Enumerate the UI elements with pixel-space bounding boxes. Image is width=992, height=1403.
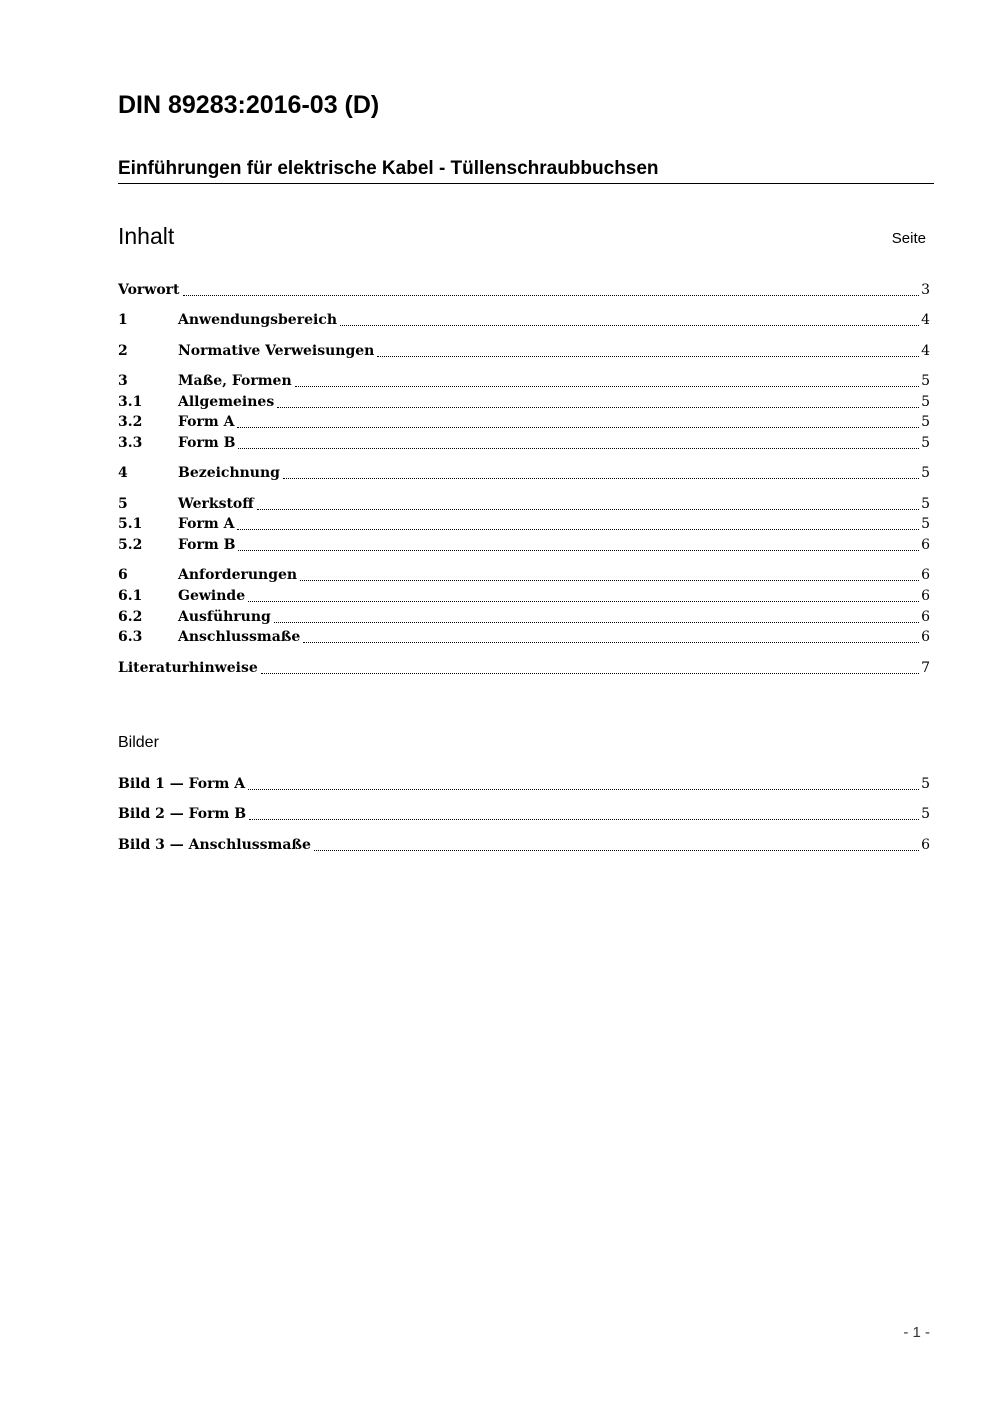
page-number: - 1 - (903, 1324, 930, 1341)
leader-dots (295, 385, 919, 387)
toc-entry-title: Form B (178, 435, 236, 451)
leader-dots (183, 294, 920, 296)
toc-entry-title: Form A (178, 414, 235, 430)
toc-entry-number: 2 (118, 343, 128, 359)
figure-entry-page: 6 (921, 837, 930, 853)
toc-entry-1[interactable] (118, 310, 930, 330)
toc-entry-page: 5 (921, 414, 930, 430)
figure-entry-title: Bild 2 — Form B (118, 806, 247, 822)
toc-entry-title: Maße, Formen (178, 373, 292, 389)
toc-entry-number: 3.1 (118, 394, 143, 410)
toc-entry-page: 3 (921, 282, 930, 298)
toc-entry-title: Allgemeines (178, 394, 275, 410)
toc-entry-6-3[interactable] (118, 627, 930, 647)
toc-entry-page: 6 (921, 609, 930, 625)
toc-entry-number: 6 (118, 567, 128, 583)
toc-entry-5-1[interactable] (118, 514, 930, 534)
leader-dots (277, 406, 919, 408)
toc-entry-page: 4 (921, 312, 930, 328)
toc-entry-page: 6 (921, 537, 930, 553)
figure-entry-title: Bild 1 — Form A (118, 776, 246, 792)
leader-dots (300, 579, 919, 581)
toc-entry-title: Ausführung (178, 609, 271, 625)
toc-entry-title: Anforderungen (178, 567, 298, 583)
leader-dots (237, 528, 919, 530)
figure-entry-page: 5 (921, 806, 930, 822)
toc-entry-page: 5 (921, 465, 930, 481)
toc-entry-number: 4 (118, 465, 128, 481)
toc-entry-number: 3.3 (118, 435, 143, 451)
toc-entry-vorwort[interactable] (118, 280, 930, 300)
toc-entry-number: 6.2 (118, 609, 143, 625)
toc-entry-3-2[interactable] (118, 412, 930, 432)
toc-entry-page: 5 (921, 516, 930, 532)
leader-dots (274, 621, 919, 623)
toc-entry-title: Normative Verweisungen (178, 343, 375, 359)
toc-entry-title: Bezeichnung (178, 465, 280, 481)
toc-entry-page: 7 (921, 660, 930, 676)
leader-dots (237, 426, 919, 428)
toc-entry-3-3[interactable] (118, 433, 930, 453)
toc-entry-6[interactable] (118, 565, 930, 585)
toc-entry-number: 5.2 (118, 537, 143, 553)
toc-entry-page: 4 (921, 343, 930, 359)
toc-entry-6-1[interactable] (118, 586, 930, 606)
toc-entry-4[interactable] (118, 463, 930, 483)
leader-dots (257, 508, 919, 510)
leader-dots (314, 849, 919, 851)
figure-entry-page: 5 (921, 776, 930, 792)
toc-entry-2[interactable] (118, 341, 930, 361)
leader-dots (261, 672, 919, 674)
toc-entry-5[interactable] (118, 494, 930, 514)
toc-entry-page: 6 (921, 567, 930, 583)
toc-entry-number: 6.3 (118, 629, 143, 645)
toc-entry-title: Gewinde (178, 588, 246, 604)
leader-dots (248, 788, 919, 790)
page-column-label: Seite (891, 230, 926, 247)
leader-dots (303, 641, 919, 643)
toc-entry-page: 6 (921, 629, 930, 645)
leader-dots (340, 324, 919, 326)
figure-entry-1[interactable] (118, 774, 930, 794)
document-title: DIN 89283:2016-03 (D) (118, 91, 380, 119)
leader-dots (283, 477, 919, 479)
toc-entry-page: 6 (921, 588, 930, 604)
toc-entry-number: 1 (118, 312, 128, 328)
toc-entry-literaturhinweise[interactable] (118, 658, 930, 678)
toc-entry-number: 3 (118, 373, 128, 389)
toc-entry-number: 6.1 (118, 588, 143, 604)
toc-entry-number: 5.1 (118, 516, 143, 532)
leader-dots (248, 600, 919, 602)
toc-entry-title: Anschlussmaße (178, 629, 301, 645)
toc-entry-title: Form B (178, 537, 236, 553)
figures-heading: Bilder (118, 734, 159, 751)
toc-entry-page: 5 (921, 435, 930, 451)
toc-entry-6-2[interactable] (118, 607, 930, 627)
toc-entry-3-1[interactable] (118, 392, 930, 412)
toc-entry-title: Anwendungsbereich (178, 312, 337, 328)
toc-entry-title: Form A (178, 516, 235, 532)
toc-entry-title: Vorwort (118, 282, 180, 298)
leader-dots (249, 818, 919, 820)
figure-entry-2[interactable] (118, 804, 930, 824)
toc-entry-5-2[interactable] (118, 535, 930, 555)
toc-entry-number: 5 (118, 496, 128, 512)
toc-entry-title: Werkstoff (178, 496, 254, 512)
figure-entry-title: Bild 3 — Anschlussmaße (118, 837, 311, 853)
document-subtitle: Einführungen für elektrische Kabel - Tüllenschraubbuchsen (118, 156, 934, 184)
leader-dots (238, 447, 919, 449)
toc-entry-3[interactable] (118, 371, 930, 391)
figure-entry-3[interactable] (118, 835, 930, 855)
toc-entry-page: 5 (921, 496, 930, 512)
leader-dots (238, 549, 919, 551)
toc-entry-title: Literaturhinweise (118, 660, 258, 676)
toc-entry-number: 3.2 (118, 414, 143, 430)
toc-entry-page: 5 (921, 373, 930, 389)
toc-heading: Inhalt (118, 223, 175, 249)
leader-dots (377, 355, 919, 357)
toc-entry-page: 5 (921, 394, 930, 410)
